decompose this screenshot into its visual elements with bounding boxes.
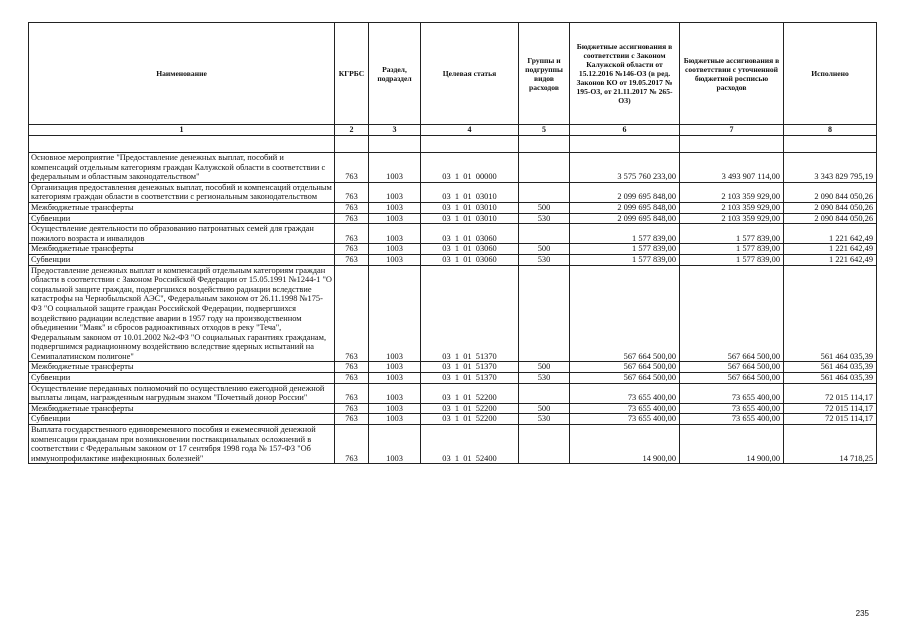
header-budget-list: Бюджетные ассигнования в соответствии с уточненной бюджетной росписью расходов: [680, 23, 784, 125]
table-cell-kgrbs: 763: [335, 213, 369, 224]
table-row: [29, 254, 877, 265]
table-cell-budget-law: 2 099 695 848,00: [570, 213, 680, 224]
table-cell-kgrbs: 763: [335, 254, 369, 265]
table-row: [29, 213, 877, 224]
table-cell-section: 1003: [369, 182, 421, 202]
table-cell-group: [519, 383, 570, 403]
page-number: 235: [855, 609, 869, 618]
table-cell-target: 03 1 01 51370: [421, 265, 519, 362]
table-cell-budget-list: 1 577 839,00: [680, 254, 784, 265]
budget-table: [28, 22, 877, 464]
table-cell-target: 03 1 01 03060: [421, 224, 519, 244]
table-cell-kgrbs: 763: [335, 362, 369, 373]
table-cell-group: 530: [519, 373, 570, 384]
table-cell-budget-law: 14 900,00: [570, 425, 680, 464]
table-cell-section: 1003: [369, 265, 421, 362]
table-cell-budget-list: 2 103 359 929,00: [680, 182, 784, 202]
table-cell-budget-law: 2 099 695 848,00: [570, 202, 680, 213]
table-row: [29, 362, 877, 373]
table-cell-name: Субвенции: [29, 373, 335, 384]
table-cell-group: 530: [519, 213, 570, 224]
table-cell-executed: 561 464 035,39: [784, 362, 877, 373]
column-number: 4: [421, 125, 519, 136]
table-row: [29, 383, 877, 403]
table-cell-group: [519, 265, 570, 362]
table-cell-budget-list: 73 655 400,00: [680, 383, 784, 403]
table-cell-target: 03 1 01 52200: [421, 403, 519, 414]
table-cell-name: Межбюджетные трансферты: [29, 403, 335, 414]
table-cell-executed: 1 221 642,49: [784, 254, 877, 265]
table-cell-group: 500: [519, 244, 570, 255]
table-cell-executed: 1 221 642,49: [784, 224, 877, 244]
table-cell-executed: 72 015 114,17: [784, 414, 877, 425]
table-cell-budget-law: 73 655 400,00: [570, 414, 680, 425]
table-cell-target: 03 1 01 03010: [421, 213, 519, 224]
table-cell-executed: 2 090 844 050,26: [784, 213, 877, 224]
table-cell-target: 03 1 01 52200: [421, 383, 519, 403]
table-cell-name: Предоставление денежных выплат и компенсаций отдельным категориям граждан области в соответствии с Законом Российской Федерации от 15.05.1991 №1244-1 "О социальной защите граждан, подвергшихся воздействию радиации вследствие катастрофы на Чернобыльской АЭС", Федеральным законом от 26.11.1998 №175-ФЗ "О социальной защите граждан Российской Федерации, подвергшихся воздействию радиации вследствие аварии в 1957 году на производственном объединении "Маяк" и сбросов радиоактивных отходов в реку "Теча", Федеральным законом от 10.01.2002 №2-ФЗ "О социальных гарантиях гражданам, подвергшимся радиационному воздействию вследствие ядерных испытаний на Семипалатинском полигоне": [29, 265, 335, 362]
table-cell-budget-law: 73 655 400,00: [570, 383, 680, 403]
table-cell-executed: 2 090 844 050,26: [784, 182, 877, 202]
table-cell-executed: 3 343 829 795,19: [784, 153, 877, 183]
table-cell-budget-list: 73 655 400,00: [680, 414, 784, 425]
table-cell-budget-law: 2 099 695 848,00: [570, 182, 680, 202]
table-cell-target: 03 1 01 52400: [421, 425, 519, 464]
table-cell-budget-list: 567 664 500,00: [680, 265, 784, 362]
table-cell-group: [519, 224, 570, 244]
table-cell-section: 1003: [369, 202, 421, 213]
table-row: [29, 403, 877, 414]
table-cell-target: 03 1 01 03060: [421, 244, 519, 255]
column-number: 8: [784, 125, 877, 136]
table-cell-kgrbs: 763: [335, 202, 369, 213]
table-cell-name: Осуществление деятельности по образованию патронатных семей для граждан пожилого возраста и инвалидов: [29, 224, 335, 244]
header-groups: Группы и подгруппы видов расходов: [519, 23, 570, 125]
table-cell-executed: 1 221 642,49: [784, 244, 877, 255]
table-cell-kgrbs: 763: [335, 383, 369, 403]
spacer-row: [29, 136, 877, 153]
header-kgrbs: КГРБС: [335, 23, 369, 125]
table-cell-group: 530: [519, 254, 570, 265]
table-cell-kgrbs: 763: [335, 265, 369, 362]
table-cell-budget-law: 567 664 500,00: [570, 373, 680, 384]
table-cell-section: 1003: [369, 244, 421, 255]
table-row: [29, 224, 877, 244]
column-number-row: [29, 125, 877, 136]
table-cell-kgrbs: 763: [335, 182, 369, 202]
table-cell-name: Межбюджетные трансферты: [29, 202, 335, 213]
table-row: [29, 425, 877, 464]
table-cell-section: 1003: [369, 224, 421, 244]
table-row: [29, 414, 877, 425]
table-cell-section: 1003: [369, 383, 421, 403]
table-cell-group: [519, 153, 570, 183]
table-cell-budget-law: 73 655 400,00: [570, 403, 680, 414]
table-cell-section: 1003: [369, 414, 421, 425]
table-cell-section: 1003: [369, 403, 421, 414]
table-cell-kgrbs: 763: [335, 153, 369, 183]
table-cell-name: Межбюджетные трансферты: [29, 362, 335, 373]
table-cell-target: 03 1 01 51370: [421, 373, 519, 384]
table-cell-budget-list: 2 103 359 929,00: [680, 213, 784, 224]
table-row: [29, 373, 877, 384]
table-cell-kgrbs: 763: [335, 244, 369, 255]
table-row: [29, 265, 877, 362]
table-cell-name: Осуществление переданных полномочий по осуществлению ежегодной денежной выплаты лицам, награжденным нагрудным знаком "Почетный донор России": [29, 383, 335, 403]
table-cell-group: 500: [519, 202, 570, 213]
table-cell-target: 03 1 01 03010: [421, 182, 519, 202]
table-cell-budget-law: 1 577 839,00: [570, 244, 680, 255]
table-cell-budget-law: 3 575 760 233,00: [570, 153, 680, 183]
table-cell-budget-list: 2 103 359 929,00: [680, 202, 784, 213]
table-cell-section: 1003: [369, 373, 421, 384]
table-row: [29, 153, 877, 183]
table-cell-kgrbs: 763: [335, 403, 369, 414]
table-cell-budget-law: 1 577 839,00: [570, 254, 680, 265]
table-cell-group: 500: [519, 362, 570, 373]
table-cell-section: 1003: [369, 425, 421, 464]
table-cell-kgrbs: 763: [335, 414, 369, 425]
table-row: [29, 182, 877, 202]
table-cell-executed: 561 464 035,39: [784, 265, 877, 362]
budget-report-sheet: [28, 22, 876, 464]
table-cell-name: Субвенции: [29, 213, 335, 224]
table-cell-target: 03 1 01 03010: [421, 202, 519, 213]
table-cell-group: 500: [519, 403, 570, 414]
table-cell-section: 1003: [369, 153, 421, 183]
header-section: Раздел, подраздел: [369, 23, 421, 125]
table-cell-budget-law: 1 577 839,00: [570, 224, 680, 244]
table-cell-group: [519, 182, 570, 202]
table-cell-name: Межбюджетные трансферты: [29, 244, 335, 255]
table-cell-budget-list: 73 655 400,00: [680, 403, 784, 414]
table-cell-budget-list: 567 664 500,00: [680, 373, 784, 384]
table-cell-target: 03 1 01 00000: [421, 153, 519, 183]
table-cell-budget-list: 1 577 839,00: [680, 224, 784, 244]
table-cell-budget-list: 14 900,00: [680, 425, 784, 464]
table-cell-section: 1003: [369, 213, 421, 224]
table-cell-budget-law: 567 664 500,00: [570, 362, 680, 373]
table-cell-name: Субвенции: [29, 254, 335, 265]
table-cell-budget-list: 3 493 907 114,00: [680, 153, 784, 183]
table-cell-section: 1003: [369, 362, 421, 373]
column-number: 5: [519, 125, 570, 136]
column-number: 7: [680, 125, 784, 136]
table-cell-target: 03 1 01 51370: [421, 362, 519, 373]
table-cell-executed: 72 015 114,17: [784, 403, 877, 414]
header-executed: Исполнено: [784, 23, 877, 125]
column-number: 1: [29, 125, 335, 136]
table-row: [29, 202, 877, 213]
table-cell-executed: 2 090 844 050,26: [784, 202, 877, 213]
table-cell-target: 03 1 01 52200: [421, 414, 519, 425]
table-cell-name: Выплата государственного единовременного пособия и ежемесячной денежной компенсации гражданам при возникновении поствакцинальных осложнений в соответствии с Федеральным законом от 17 сентября 1998 года № 157-ФЗ "Об иммунопрофилактике инфекционных болезней": [29, 425, 335, 464]
header-row: [29, 23, 877, 125]
table-cell-executed: 72 015 114,17: [784, 383, 877, 403]
table-cell-target: 03 1 01 03060: [421, 254, 519, 265]
table-cell-kgrbs: 763: [335, 373, 369, 384]
table-cell-name: Основное мероприятие "Предоставление денежных выплат, пособий и компенсаций отдельным категориям граждан Калужской области в соответствии с федеральным и областным законодательством": [29, 153, 335, 183]
header-name: Наименование: [29, 23, 335, 125]
table-cell-group: [519, 425, 570, 464]
table-cell-executed: 561 464 035,39: [784, 373, 877, 384]
column-number: 3: [369, 125, 421, 136]
column-number: 2: [335, 125, 369, 136]
table-cell-budget-law: 567 664 500,00: [570, 265, 680, 362]
table-cell-executed: 14 718,25: [784, 425, 877, 464]
table-cell-budget-list: 1 577 839,00: [680, 244, 784, 255]
table-cell-kgrbs: 763: [335, 224, 369, 244]
table-row: [29, 244, 877, 255]
table-cell-name: Субвенции: [29, 414, 335, 425]
table-cell-name: Организация предоставления денежных выплат, пособий и компенсаций отдельным категориям граждан области в соответствии с региональным законодательством: [29, 182, 335, 202]
table-cell-section: 1003: [369, 254, 421, 265]
table-cell-kgrbs: 763: [335, 425, 369, 464]
header-target: Целевая статья: [421, 23, 519, 125]
column-number: 6: [570, 125, 680, 136]
table-cell-group: 530: [519, 414, 570, 425]
header-budget-law: Бюджетные ассигнования в соответствии с Законом Калужской области от 15.12.2016 №146-ОЗ (в ред. Законов КО от 19.05.2017 № 195-ОЗ, от 21.11.2017 № 265-ОЗ): [570, 23, 680, 125]
table-cell-budget-list: 567 664 500,00: [680, 362, 784, 373]
